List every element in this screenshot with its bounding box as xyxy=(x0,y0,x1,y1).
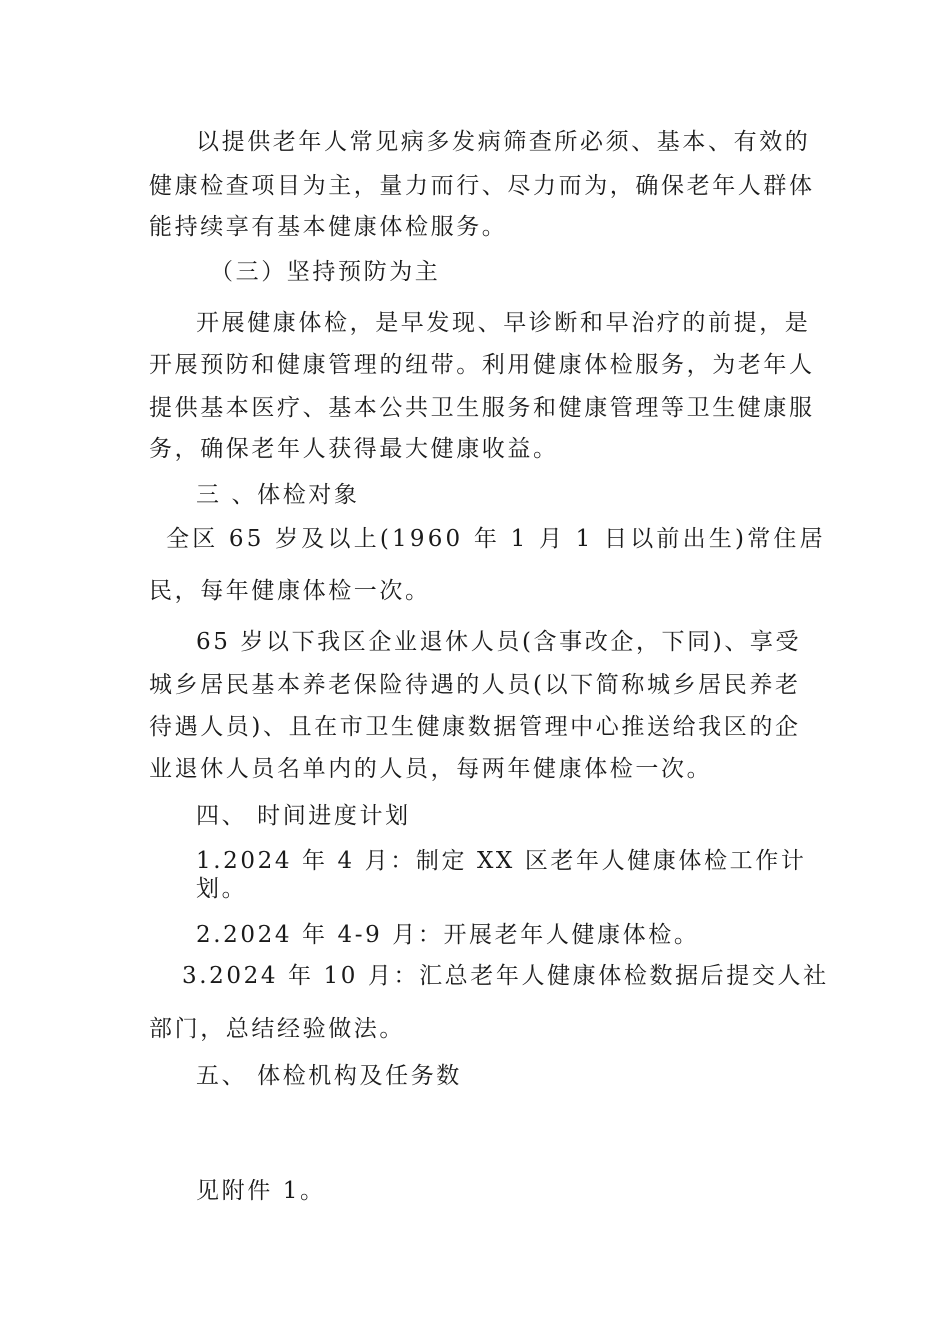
schedule-item-3-continued: 部门，总结经验做法。 xyxy=(149,1016,405,1042)
paragraph-line: 65 岁以下我区企业退休人员(含事改企，下同)、享受 xyxy=(196,629,802,655)
paragraph-line: 能持续享有基本健康体检服务。 xyxy=(149,214,508,240)
paragraph-line: 业退休人员名单内的人员，每两年健康体检一次。 xyxy=(149,756,713,782)
schedule-item-2: 2.2024 年 4-9 月：开展老年人健康体检。 xyxy=(196,922,700,948)
subheading-3: （三）坚持预防为主 xyxy=(210,259,441,285)
paragraph-line: 城乡居民基本养老保险待遇的人员(以下简称城乡居民养老 xyxy=(149,672,801,698)
schedule-item-1-continued: 划。 xyxy=(196,876,248,902)
section-heading-5: 五、 体检机构及任务数 xyxy=(196,1063,462,1089)
schedule-item-3: 3.2024 年 10 月：汇总老年人健康体检数据后提交人社 xyxy=(182,963,829,989)
paragraph-line: 务，确保老年人获得最大健康收益。 xyxy=(149,436,559,462)
paragraph-line: 开展预防和健康管理的纽带。利用健康体检服务，为老年人 xyxy=(149,352,815,378)
paragraph-line: 开展健康体检，是早发现、早诊断和早治疗的前提，是 xyxy=(196,310,811,336)
paragraph-line: 民，每年健康体检一次。 xyxy=(149,578,431,604)
paragraph-line: 提供基本医疗、基本公共卫生服务和健康管理等卫生健康服 xyxy=(149,395,815,421)
paragraph-line: 全区 65 岁及以上(1960 年 1 月 1 日以前出生)常住居 xyxy=(166,526,826,552)
paragraph-line: 健康检查项目为主，量力而行、尽力而为，确保老年人群体 xyxy=(149,173,815,199)
section-heading-3: 三 、体检对象 xyxy=(196,482,360,508)
schedule-item-1: 1.2024 年 4 月：制定 XX 区老年人健康体检工作计 xyxy=(196,848,807,874)
paragraph-line: 待遇人员)、且在市卫生健康数据管理中心推送给我区的企 xyxy=(149,714,801,740)
section-heading-4: 四、 时间进度计划 xyxy=(196,803,411,829)
attachment-note: 见附件 1。 xyxy=(196,1178,326,1204)
paragraph-line: 以提供老年人常见病多发病筛查所必须、基本、有效的 xyxy=(196,129,811,155)
